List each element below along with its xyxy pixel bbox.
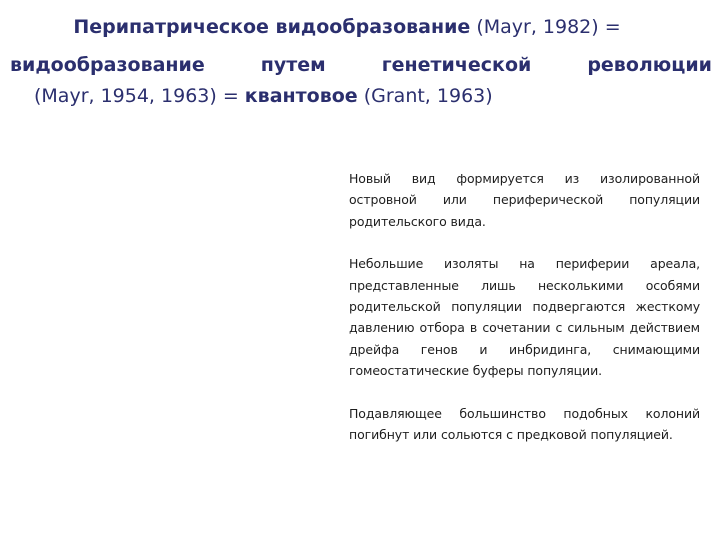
title-word-2: путем — [260, 54, 326, 76]
body-text — [349, 168, 700, 466]
title-citation-mayr-1982: (Mayr, 1982) = — [470, 16, 621, 38]
title-word-1: видообразование — [10, 54, 205, 76]
title-line-3 — [10, 84, 712, 108]
paragraph-3: Подавляющее большинство подобных колоний погибнут или сольются с предковой популяцией. — [349, 405, 700, 443]
title-citation-grant: (Grant, 1963) — [357, 85, 493, 107]
title-line-1 — [10, 8, 712, 46]
title-word-4: революции — [587, 54, 712, 76]
title-word-3: генетической — [381, 54, 532, 76]
paragraph-1: Новый вид формируется из изолированной островной или периферической популяции родительского вида. — [349, 171, 700, 229]
title-citation-mayr-1954: (Mayr, 1954, 1963) = — [34, 85, 245, 107]
slide-title — [10, 8, 712, 108]
paragraph-2: Небольшие изоляты на периферии ареала, представленные лишь несколькими особями родительской популяции подвергаются жесткому давлению отбора в сочетании с сильным действием дрейфа генов и инбридинга, снимающими гомеостатические буферы популяции. — [349, 256, 700, 379]
title-term-peripatric: Перипатрическое видообразование — [73, 16, 471, 38]
title-line-2 — [10, 46, 712, 84]
title-term-quantum: квантовое — [244, 85, 358, 107]
